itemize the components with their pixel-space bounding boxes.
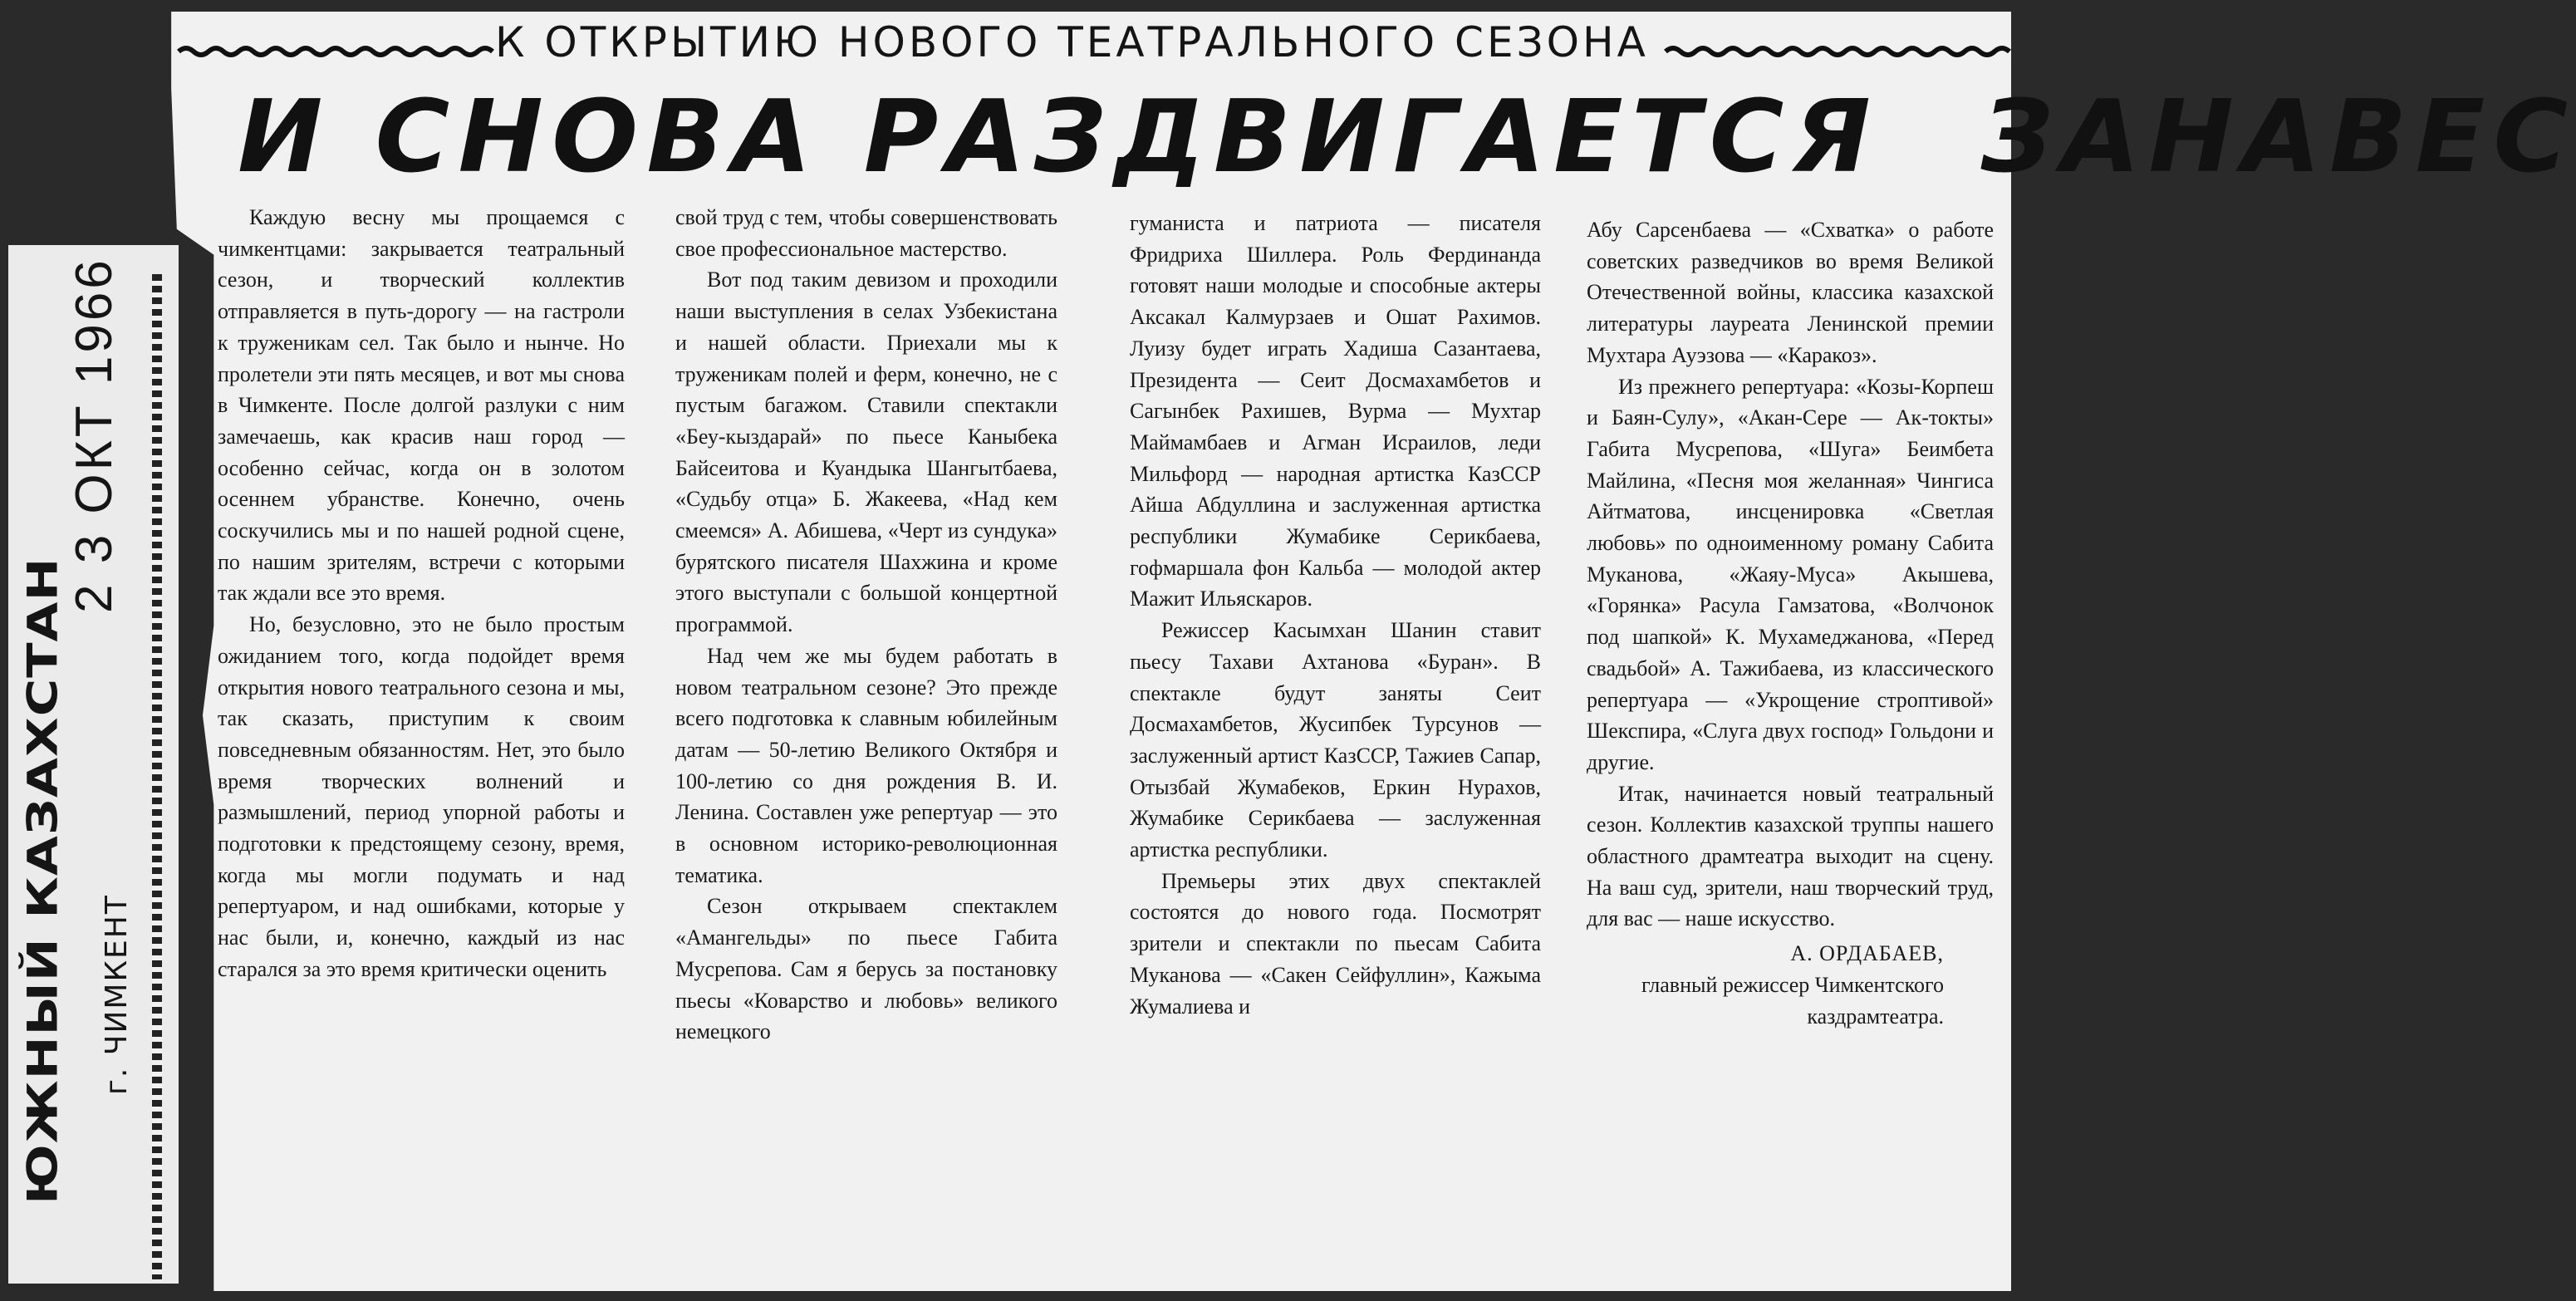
author-role: главный режиссер Чимкентского каздрамтеатра. — [1641, 972, 1944, 1029]
article-column-1 — [218, 202, 625, 985]
paragraph: Абу Сарсенбаева — «Схватка» о работе советских разведчиков во время Великой Отечественной войны, классика казахской литературы лауреата Ленинской премии Мухтара Ауэзова — «Каракоз». — [1587, 218, 1994, 367]
paragraph: Из прежнего репертуара: «Козы-Корпеш и Баян-Сулу», «Акан-Сере — Ак-токты» Габита Мусрепова, «Шуга» Беимбета Майлина, «Песня моя желанная» Чингиса Айтматова, инсценировка «Светлая любовь» по одноименному роману Сабита Муканова, «Жаяу-Муса» Акышева, «Горянка» Расула Гамзатова, «Волчонок под шапкой» К. Мухамеджанова, «Перед свадьбой» А. Тажибаева, из классического репертуара — «Укрощение строптивой» Шекспира, «Слуга двух господ» Гольдони и другие. — [1587, 374, 1994, 774]
paragraph: Итак, начинается новый театральный сезон. Коллектив казахской труппы нашего областного драмтеатра выходит на сцену. На ваш суд, зрители, наш творческий труд, для вас — наше искусство. — [1587, 781, 1994, 931]
headline — [238, 80, 2576, 195]
paragraph: Сезон открываем спектаклем «Амангельды» по пьесе Габита Мусрепова. Сам я берусь за постановку пьесы «Коварство и любовь» великого немецкого — [675, 894, 1057, 1044]
perforation-edge — [152, 274, 162, 1279]
date-stamp: 2 3 ОКТ 1966 — [66, 257, 123, 613]
article-column-4 — [1587, 214, 1994, 1032]
paragraph: Но, безусловно, это не было простым ожиданием того, когда подойдет время открытия нового театрального сезона и мы, так сказать, приступим к своим повседневным обязанностям. Нет, это было время творческих волнений и размышлений, период упорной работы и подготовки к предстоящему сезону, время, когда мы могли подумать и над репертуаром, и над ошибками, которые у нас были, и, конечно, каждый из нас старался за это время критически оценить — [218, 612, 625, 981]
paragraph: Премьеры этих двух спектаклей состоятся до нового года. Посмотрят зрители и спектакли по пьесам Сабита Муканова — «Сакен Сейфуллин», Кажыма Жумалиева и — [1130, 868, 1541, 1019]
right-wavy-rule — [1666, 45, 2010, 58]
article-column-2 — [675, 202, 1057, 1048]
paragraph: свой труд с тем, чтобы совершенствовать свое профессиональное мастерство. — [675, 205, 1057, 261]
left-wavy-rule — [179, 45, 486, 58]
article-column-3 — [1130, 208, 1541, 1022]
headline-part-2: ЗАНАВЕС — [1980, 80, 2576, 195]
paragraph: Каждую весну мы прощаемся с чимкентцами: закрывается театральный сезон, и творческий коллектив отправляется в путь-дорогу — на гастроли к труженикам сел. Так было и нынче. Но пролетели эти пять месяцев, и вот мы снова в Чимкенте. После долгой разлуки с ним замечаешь, как красив наш город — особенно сейчас, когда он в золотом осеннем убранстве. Конечно, очень соскучились мы и по нашей родной сцене, по нашим зрителям, встречи с которыми так ждали все это время. — [218, 205, 625, 606]
paragraph: Над чем же мы будем работать в новом театральном сезоне? Это прежде всего подготовка к славным юбилейным датам — 50-летию Великого Октября и 100-летию со дня рождения В. И. Ленина. Составлен уже репертуар — это в основном историко-революционная тематика. — [675, 643, 1057, 887]
paragraph: гуманиста и патриота — писателя Фридриха Шиллера. Роль Фердинанда готовят наши молодые и способные актеры Аксакал Калмурзаев и Ошат Рахимов. Луизу будет играть Хадиша Сазантаева, Президента — Сеит Досмахамбетов и Сагынбек Рахишев, Вурма — Мухтар Маймамбаев и Агман Исраилов, леди Мильфорд — народная артистка КазССР Айша Абдуллина и заслуженная артистка республики Жумабике Серикбаева, гофмаршала фон Кальба — молодой актер Мажит Ильяскаров. — [1130, 211, 1541, 611]
headline-part-1: И СНОВА РАЗДВИГАЕТСЯ — [238, 80, 1880, 195]
author-name: А. ОРДАБАЕВ, — [1790, 941, 1944, 966]
paragraph: Вот под таким девизом и проходили наши выступления в селах Узбекистана и нашей области. Приехали мы к труженикам полей и ферм, конечно, не с пустым багажом. Ставили спектакли «Беу-кыздарай» по пьесе Каныбека Байсеитова и Куандыка Шангытбаева, «Судьбу отца» Б. Жакеева, «Над кем смеемся» А. Абишева, «Черт из сундука» бурятского писателя Шахжина и кроме этого выступали с большой концертной программой. — [675, 268, 1057, 637]
city-stamp: г. ЧИМКЕНТ — [100, 894, 134, 1095]
section-rubric: К ОТКРЫТИЮ НОВОГО ТЕАТРАЛЬНОГО СЕЗОНА — [495, 18, 1649, 66]
paragraph: Режиссер Касымхан Шанин ставит пьесу Тахави Ахтанова «Буран». В спектакле будут заняты Сеит Досмахамбетов, Жусипбек Турсунов — заслуженный артист КазССР, Тажиев Сапар, Отызбай Жумабеков, Еркин Нурахов, Жумабике Серикбаева — заслуженная артистка республики. — [1130, 618, 1541, 862]
newspaper-name-stamp: ЮЖНЫЙ КАЗАХСТАН — [18, 557, 67, 1205]
